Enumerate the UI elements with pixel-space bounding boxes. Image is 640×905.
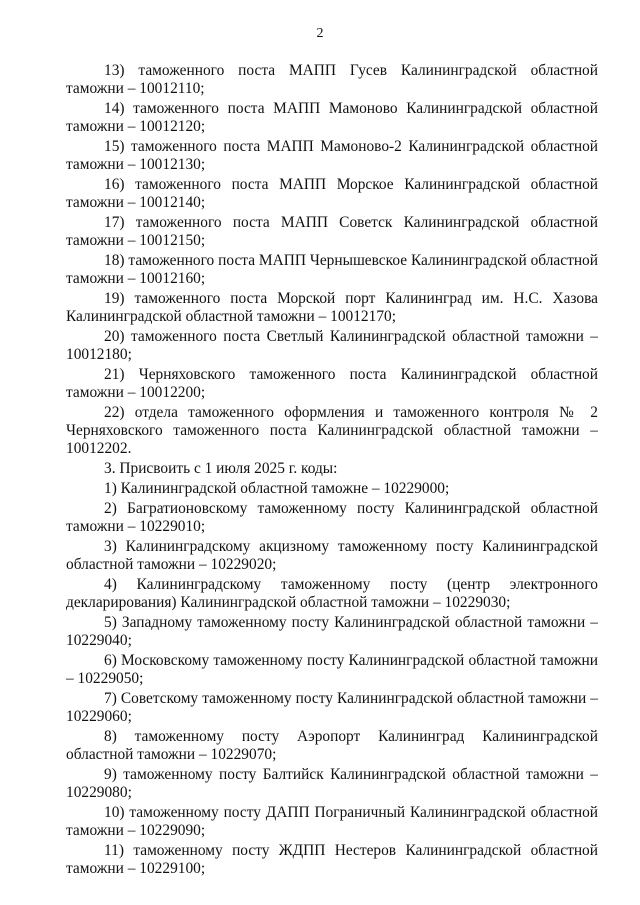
section-3-heading: 3. Присвоить с 1 июля 2025 г. коды: [104,460,338,477]
section-3-item-3: 3) Калининградскому акцизному таможенному посту Калининградской областной таможни – 10229020; [66,538,598,573]
list-item-21: 21) Черняховского таможенного поста Калининградской областной таможни – 10012200; [66,366,598,401]
list-item-19: 19) таможенного поста Морской порт Калининград им. Н.С. Хазова Калининградской областной таможни – 10012170; [66,290,598,325]
list-item-15: 15) таможенного поста МАПП Мамоново-2 Калининградской областной таможни – 10012130; [66,138,598,173]
section-3-item-10: 10) таможенному посту ДАПП Пограничный Калининградской областной таможни – 10229090; [66,804,598,839]
section-3-item-6: 6) Московскому таможенному посту Калининградской областной таможни – 10229050; [66,652,598,687]
list-item-20: 20) таможенного поста Светлый Калининградской областной таможни – 10012180; [66,328,598,363]
section-3-item-4: 4) Калининградскому таможенному посту (центр электронного декларирования) Калининградской областной таможни – 10229030; [66,576,598,611]
list-item-13: 13) таможенного поста МАПП Гусев Калининградской областной таможни – 10012110; [66,62,598,97]
list-item-16: 16) таможенного поста МАПП Морское Калининградской областной таможни – 10012140; [66,176,598,211]
list-item-18: 18) таможенного поста МАПП Чернышевское Калининградской областной таможни – 10012160; [66,252,598,287]
section-3-item-5: 5) Западному таможенному посту Калининградской областной таможни – 10229040; [66,614,598,649]
section-3-item-9: 9) таможенному посту Балтийск Калининградской областной таможни – 10229080; [66,766,598,801]
section-3-item-1: 1) Калининградской областной таможне – 10229000; [104,480,450,497]
section-3-item-11: 11) таможенному посту ЖДПП Нестеров Калининградской областной таможни – 10229100; [66,842,598,877]
section-3-item-2: 2) Багратионовскому таможенному посту Калининградской областной таможни – 10229010; [66,500,598,535]
section-3-item-7: 7) Советскому таможенному посту Калининградской областной таможни – 10229060; [66,690,598,725]
list-item-14: 14) таможенного поста МАПП Мамоново Калининградской областной таможни – 10012120; [66,100,598,135]
document-body [66,62,598,880]
list-item-22: 22) отдела таможенного оформления и таможенного контроля № 2 Черняховского таможенного поста Калининградской областной таможни – 10012202. [66,404,598,457]
list-item-17: 17) таможенного поста МАПП Советск Калининградской областной таможни – 10012150; [66,214,598,249]
page-number: 2 [316,26,324,41]
section-3-item-8: 8) таможенному посту Аэропорт Калининград Калининградской областной таможни – 10229070; [66,728,598,763]
